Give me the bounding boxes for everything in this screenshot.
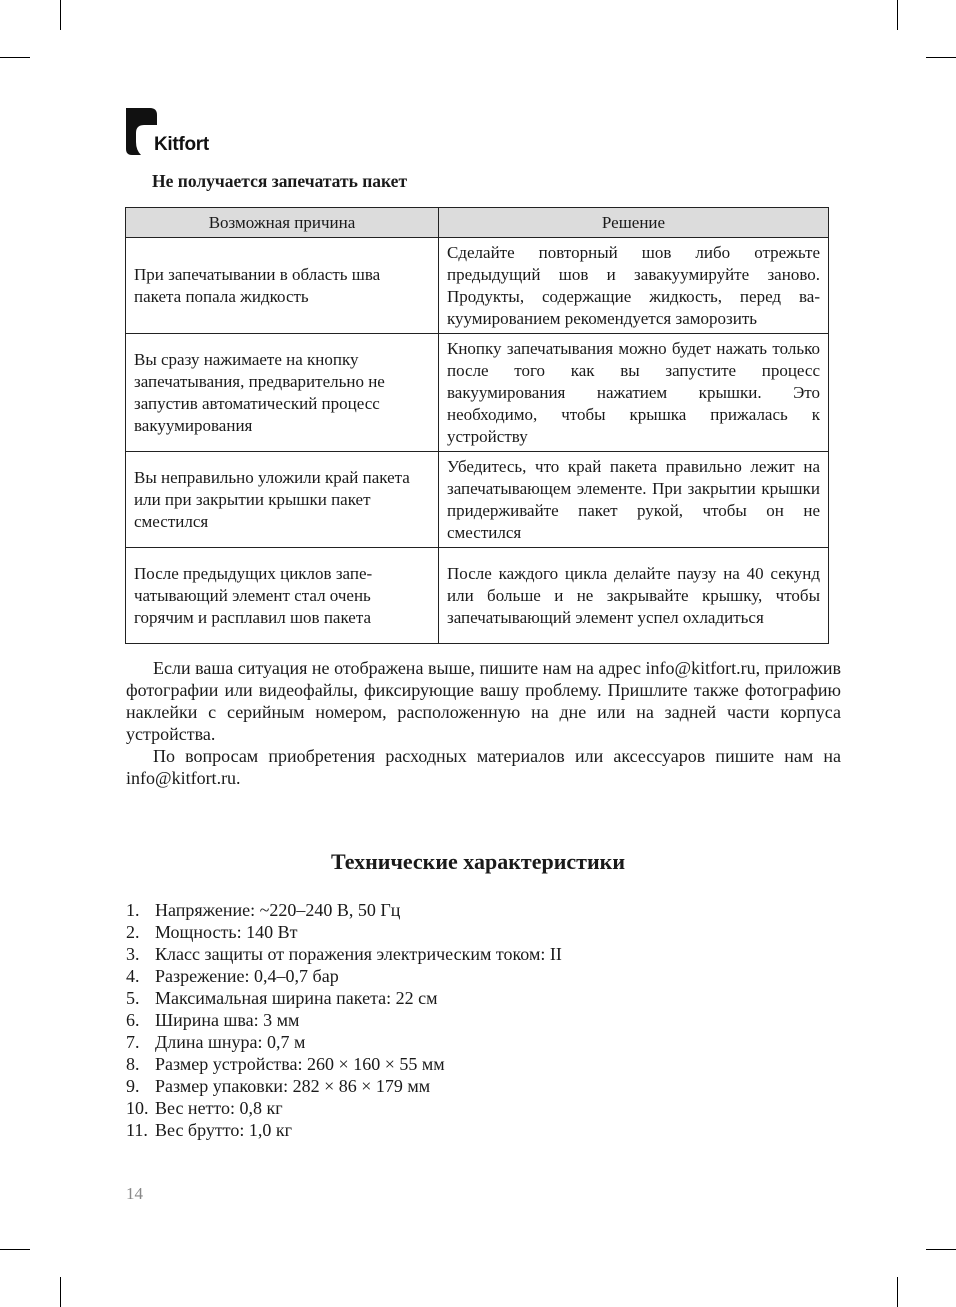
- list-item: [126, 943, 562, 965]
- contact-paragraphs: [126, 657, 841, 789]
- list-item: [126, 965, 562, 987]
- specs-title: Технические характеристики: [330, 849, 626, 874]
- crop-mark: [0, 57, 30, 58]
- crop-mark: [60, 0, 61, 30]
- page-number: 14: [126, 1184, 143, 1203]
- table-header-row: [126, 208, 829, 238]
- item-number: 7.: [126, 1032, 140, 1052]
- list-item: [126, 1009, 562, 1031]
- list-item: [126, 899, 562, 921]
- item-text: Напряжение: ~220–240 В, 50 Гц: [155, 900, 401, 920]
- item-text: Мощность: 140 Вт: [155, 922, 298, 942]
- solution-cell: Сделайте повторный шов либо отрежьте предыдущий шов и завакуумируйте заново. Продукты, содержащие жидкость, перед вакуумированием рекомендуется заморозить: [439, 238, 829, 334]
- item-number: 5.: [126, 988, 140, 1008]
- item-number: 8.: [126, 1054, 140, 1074]
- contact-paragraph: Если ваша ситуация не отображена выше, пишите нам на адрес info@kitfort.ru, приложив фотографии или видеофайлы, фиксирующие вашу проблему. Пришлите также фотографию наклейки с серийным номером, расположенную на дне или на задней части корпуса устройства.: [126, 658, 841, 744]
- list-item: [126, 1097, 562, 1119]
- crop-mark: [0, 1249, 30, 1250]
- table-row: [126, 548, 829, 644]
- cause-cell: Вы неправильно уложили край пакета или при закрытии крышки пакет сместился: [126, 452, 439, 548]
- item-text: Вес брутто: 1,0 кг: [155, 1120, 292, 1140]
- crop-mark: [926, 1249, 956, 1250]
- item-text: Размер упаковки: 282 × 86 × 179 мм: [155, 1076, 431, 1096]
- item-text: Максимальная ширина пакета: 22 см: [155, 988, 438, 1008]
- item-text: Ширина шва: 3 мм: [155, 1010, 300, 1030]
- item-number: 9.: [126, 1076, 140, 1096]
- troubleshooting-title: Не получается запечатать пакет: [152, 171, 408, 191]
- crop-mark: [897, 1277, 898, 1307]
- crop-mark: [60, 1277, 61, 1307]
- table-row: [126, 238, 829, 334]
- item-text: Разрежение: 0,4–0,7 бар: [155, 966, 339, 986]
- crop-mark: [897, 0, 898, 30]
- cause-cell: При запечатывании в область шва пакета попала жидкость: [126, 238, 439, 334]
- table-row: [126, 452, 829, 548]
- item-number: 1.: [126, 900, 140, 920]
- solution-cell: Кнопку запечатывания можно будет нажать только после того как вы запустите процесс вакуумирования нажатием крышки. Это необходимо, чтобы крышка прижалась к устройству: [439, 334, 829, 452]
- brand-name: Kitfort: [154, 134, 209, 155]
- item-text: Класс защиты от поражения электрическим током: II: [155, 944, 562, 964]
- contact-paragraph: По вопросам приобретения расходных материалов или аксессуаров пишите нам на info@kitfort.ru.: [126, 746, 841, 788]
- cause-cell: Вы сразу нажимаете на кнопку запечатывания, предварительно не запустив автоматический процесс вакуумирования: [126, 334, 439, 452]
- item-number: 3.: [126, 944, 140, 964]
- list-item: [126, 1031, 562, 1053]
- solution-cell: Убедитесь, что край пакета правильно лежит на запечатывающем элементе. При закрытии крышки придерживайте пакет рукой, чтобы он не сместился: [439, 452, 829, 548]
- solution-cell: После каждого цикла делайте паузу на 40 секунд или больше и не закрывайте крышку, чтобы запечатывающий элемент успел охладиться: [439, 548, 829, 644]
- specs-list: [126, 899, 562, 1141]
- list-item: [126, 1075, 562, 1097]
- header-cause: Возможная причина: [126, 208, 439, 238]
- list-item: [126, 987, 562, 1009]
- item-text: Длина шнура: 0,7 м: [155, 1032, 306, 1052]
- list-item: [126, 1053, 562, 1075]
- item-number: 6.: [126, 1010, 140, 1030]
- header-solution: Решение: [439, 208, 829, 238]
- table-row: [126, 334, 829, 452]
- kitfort-logo: [124, 106, 244, 158]
- item-number: 2.: [126, 922, 140, 942]
- item-number: 10.: [126, 1098, 149, 1118]
- cause-cell: После предыдущих циклов запечатывающий элемент стал очень горячим и расплавил шов пакета: [126, 548, 439, 644]
- item-number: 11.: [126, 1120, 148, 1140]
- list-item: [126, 921, 562, 943]
- item-text: Размер устройства: 260 × 160 × 55 мм: [155, 1054, 445, 1074]
- crop-mark: [926, 57, 956, 58]
- troubleshooting-table: [125, 207, 829, 644]
- list-item: [126, 1119, 562, 1141]
- item-text: Вес нетто: 0,8 кг: [155, 1098, 283, 1118]
- item-number: 4.: [126, 966, 140, 986]
